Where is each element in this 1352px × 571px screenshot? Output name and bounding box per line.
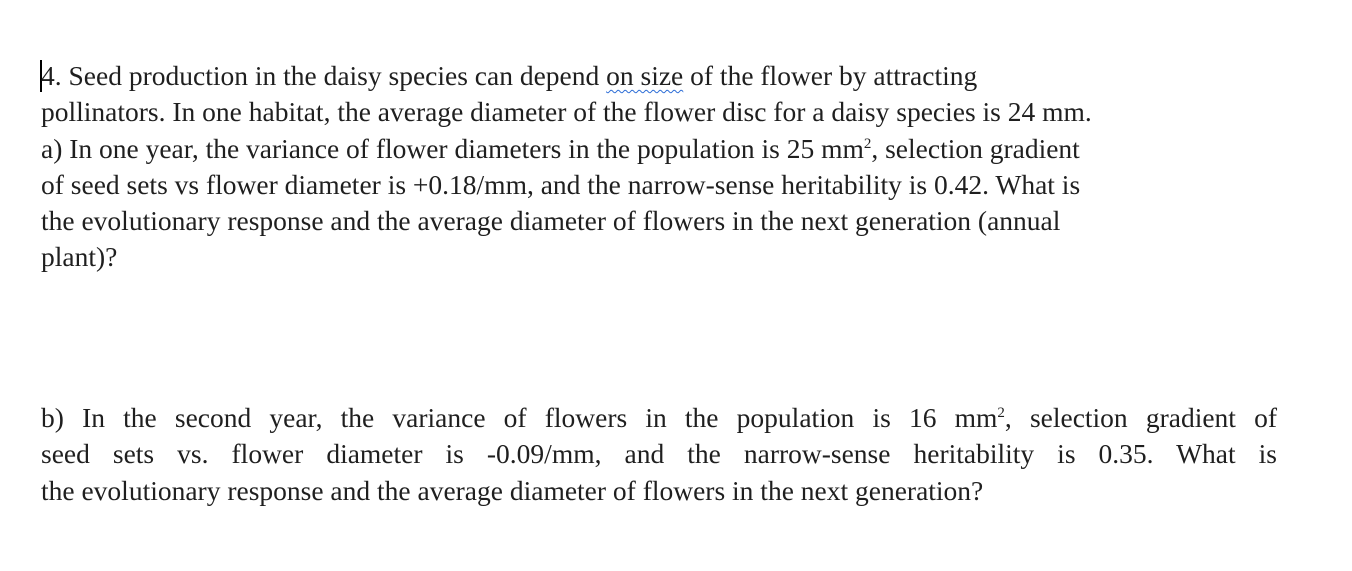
part-a-line-2: of seed sets vs flower diameter is +0.18/mm, and the narrow-sense heritability is 0.42. What is <box>41 168 1081 200</box>
part-a-line-3: the evolutionary response and the average diameter of flowers in the next generation (annual <box>41 205 1061 237</box>
part-b-line-3: the evolutionary response and the average diameter of flowers in the next generation? <box>41 474 984 506</box>
grammar-flagged-phrase[interactable]: on size <box>606 60 684 91</box>
part-b-line-2: seed sets vs. flower diameter is -0.09/mm, and the narrow-sense heritability is 0.35. What is <box>41 438 1277 470</box>
part-a-text-start: a) In one year, the variance of flower diameters in the population is 25 mm <box>41 132 864 164</box>
intro-text-end: of the flower by attracting <box>683 60 978 91</box>
intro-text-start: 4. Seed production in the daisy species can depend <box>41 60 607 91</box>
part-b-superscript: 2 <box>997 405 1005 421</box>
question-part-a-paragraph[interactable] <box>41 58 1321 276</box>
part-a-line-4: plant)? <box>41 241 118 273</box>
part-b-text-start: b) In the second year, the variance of flowers in the population is 16 mm <box>41 402 998 433</box>
part-b-text-end: , selection gradient of <box>1004 402 1277 433</box>
part-a-superscript: 2 <box>863 135 872 152</box>
part-a-line-1 <box>41 131 1321 167</box>
part-b-line-1 <box>41 400 1277 436</box>
intro-line-2: pollinators. In one habitat, the average diameter of the flower disc for a daisy species is 24 mm. <box>41 96 1092 128</box>
intro-line-1 <box>41 58 1321 94</box>
question-part-b-paragraph[interactable] <box>41 400 1277 509</box>
part-a-text-end: , selection gradient <box>871 132 1080 164</box>
